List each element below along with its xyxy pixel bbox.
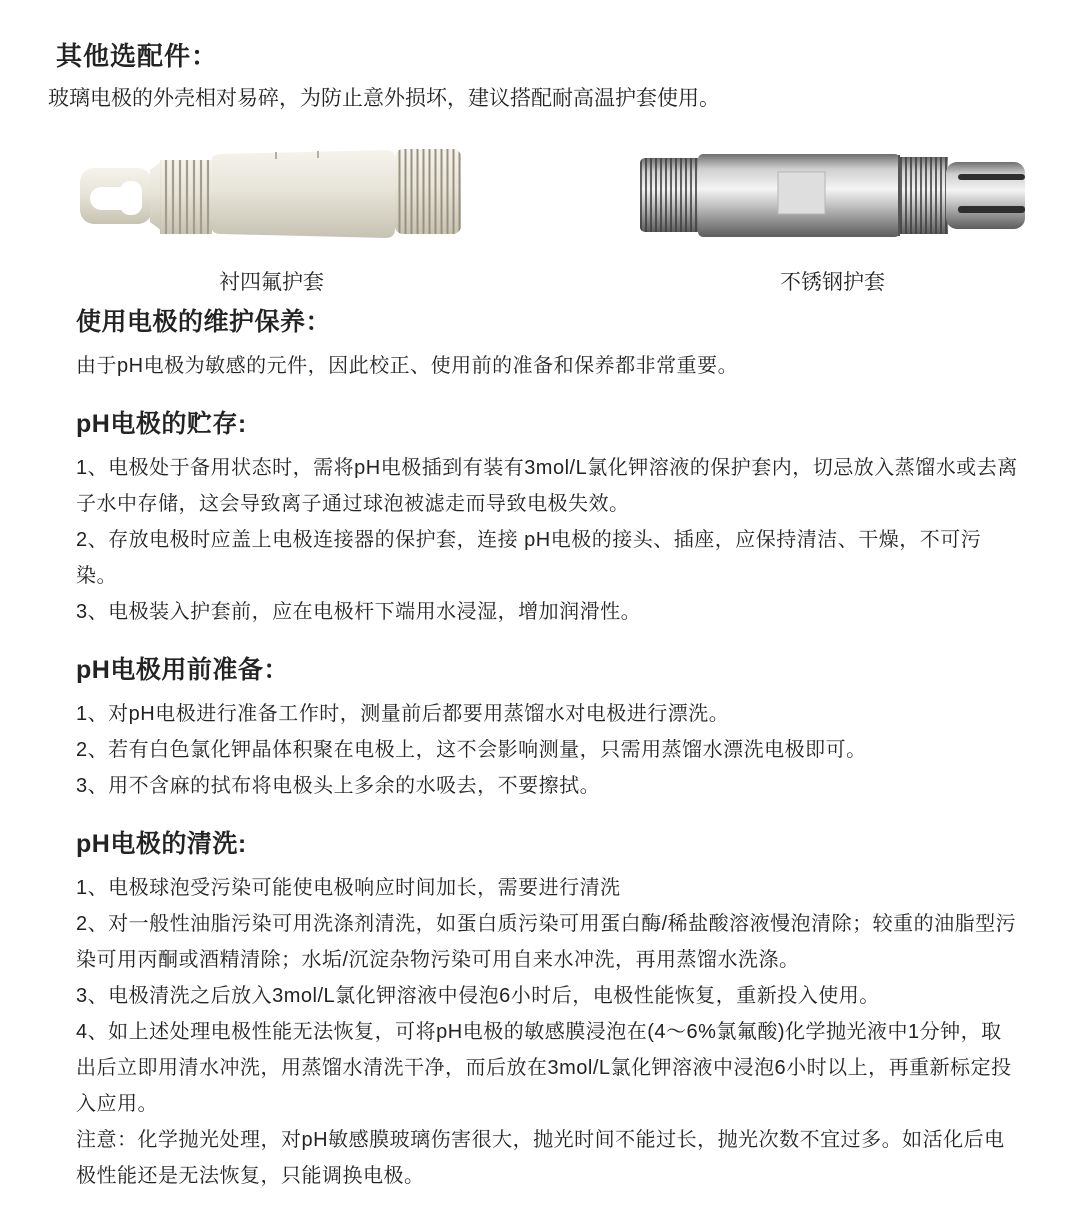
section (76, 654, 1020, 804)
sections (76, 306, 1020, 1218)
section-paragraph: 1、对pH电极进行准备工作时，测量前后都要用蒸馏水对电极进行漂洗。 (76, 703, 730, 725)
section (76, 828, 1020, 1194)
section-paragraph: 3、电极清洗之后放入3mol/L氯化钾溶液中侵泡6小时后，电极性能恢复，重新投入使用。 (76, 985, 880, 1007)
section-heading: 使用电极的维护保养： (76, 308, 332, 336)
section-paragraph: 2、若有白色氯化钾晶体积聚在电极上，这不会影响测量，只需用蒸馏水漂洗电极即可。 (76, 739, 867, 761)
section-paragraph: 由于pH电极为敏感的元件，因此校正、使用前的准备和保养都非常重要。 (76, 355, 739, 377)
section-paragraph: 1、电极处于备用状态时，需将pH电极插到有装有3mol/L氯化钾溶液的保护套内，切忌放入蒸馏水或去离子水中存储，这会导致离子通过球泡被滤走而导致电极失效。 (76, 457, 1018, 515)
stainless-steel-sheath-image (640, 153, 1025, 238)
section-paragraph: 1、电极球泡受污染可能使电极响应时间加长，需要进行清洗 (76, 877, 621, 899)
section-paragraph: 3、电极装入护套前，应在电极杆下端用水浸湿，增加润滑性。 (76, 601, 642, 623)
section-paragraph: 2、对一般性油脂污染可用洗涤剂清洗，如蛋白质污染可用蛋白酶/稀盐酸溶液慢泡清除；较重的油脂型污染可用丙酮或酒精清除；水垢/沉淀杂物污染可用自来水冲洗，再用蒸馏水洗涤。 (76, 913, 1017, 971)
ptfe-sheath-caption: 衬四氟护套 (219, 271, 324, 294)
section (76, 408, 1020, 630)
stainless-steel-sheath-caption: 不锈钢护套 (780, 271, 885, 294)
stainless-steel-sheath-figure (640, 153, 1025, 238)
section-heading: pH电极用前准备： (76, 656, 289, 684)
intro-text: 玻璃电极的外壳相对易碎，为防止意外损坏，建议搭配耐高温护套使用。 (48, 87, 720, 110)
ptfe-sheath-figure (80, 148, 463, 240)
ptfe-sheath-image (80, 148, 463, 240)
section-heading: pH电极的清洗: (76, 830, 247, 858)
section (76, 306, 1020, 384)
section-paragraph: 注意：化学抛光处理，对pH敏感膜玻璃伤害很大，抛光时间不能过长，抛光次数不宜过多。如活化后电极性能还是无法恢复，只能调换电极。 (76, 1129, 1005, 1187)
section-paragraph: 2、存放电极时应盖上电极连接器的保护套，连接 pH电极的接头、插座，应保持清洁、干燥，不可污染。 (76, 529, 982, 587)
section-paragraph: 4、如上述处理电极性能无法恢复，可将pH电极的敏感膜浸泡在(4～6%氯氟酸)化学抛光液中1分钟，取出后立即用清水冲洗，用蒸馏水清洗干净，而后放在3mol/L氯化钾溶液中浸泡6小时以上，再重新标定投入应用。 (76, 1021, 1012, 1115)
section-paragraph: 3、用不含麻的拭布将电极头上多余的水吸去，不要擦拭。 (76, 775, 601, 797)
page-title: 其他选配件： (56, 41, 219, 71)
section-heading: pH电极的贮存: (76, 410, 247, 438)
